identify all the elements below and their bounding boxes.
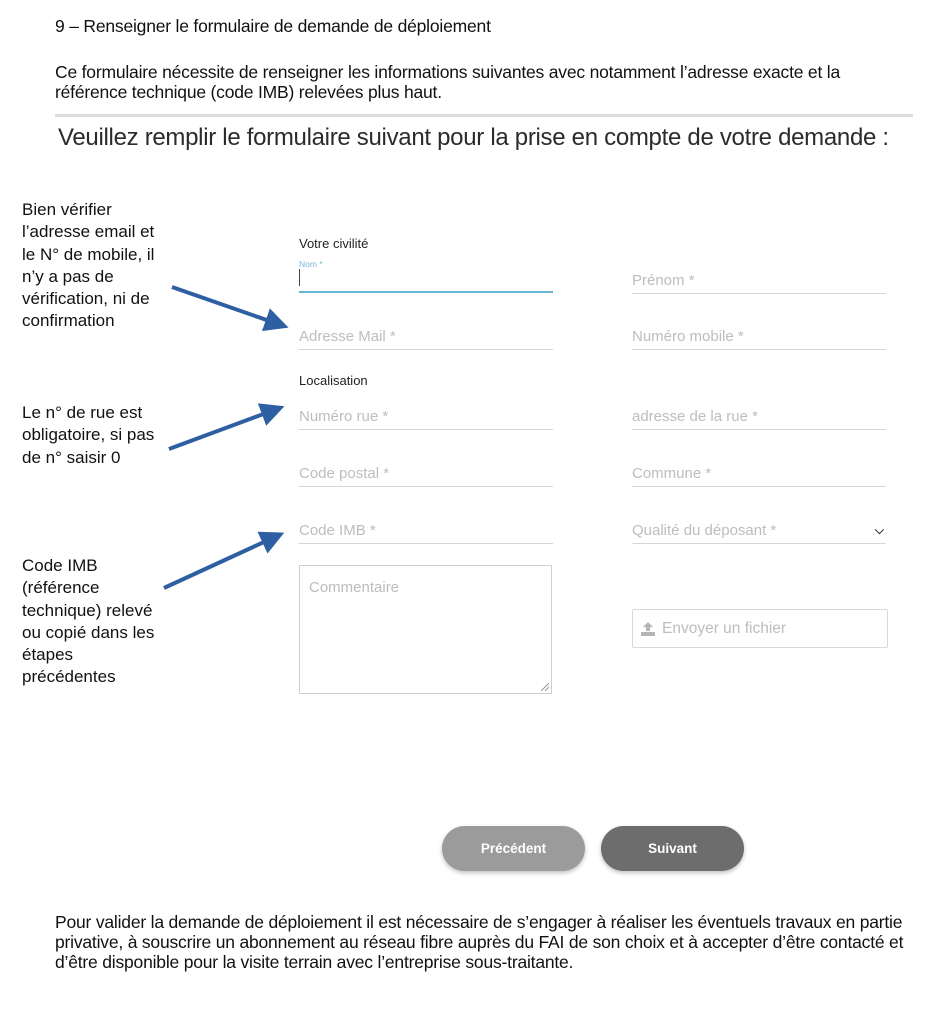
street-number-annotation: Le n° de rue est obligatoire, si pas de n° saisir 0 bbox=[22, 403, 155, 467]
email-placeholder: Adresse Mail * bbox=[299, 328, 396, 345]
comment-textarea[interactable] bbox=[299, 565, 552, 694]
depositor-quality-placeholder: Qualité du déposant * bbox=[632, 522, 777, 539]
imb-annotation: Code IMB (référence technique) relevé ou copié dans les étapes précédentes bbox=[22, 556, 155, 687]
imb-code-placeholder: Code IMB * bbox=[299, 522, 376, 539]
mobile-placeholder: Numéro mobile * bbox=[632, 328, 744, 345]
arrow-to-street-number-icon bbox=[169, 409, 277, 449]
arrow-to-imb-icon bbox=[164, 536, 277, 588]
depositor-quality-select[interactable] bbox=[632, 510, 886, 544]
nom-label: Nom * bbox=[299, 259, 323, 269]
city-placeholder: Commune * bbox=[632, 465, 712, 482]
nom-input[interactable] bbox=[299, 259, 553, 293]
street-address-placeholder: adresse de la rue * bbox=[632, 408, 758, 425]
section-localisation-label: Localisation bbox=[299, 373, 368, 388]
step-title: 9 – Renseigner le formulaire de demande de déploiement bbox=[55, 16, 491, 36]
upload-icon bbox=[640, 621, 656, 637]
postal-code-placeholder: Code postal * bbox=[299, 465, 390, 482]
divider bbox=[55, 114, 913, 117]
email-input[interactable] bbox=[299, 316, 553, 350]
arrow-to-email-icon bbox=[172, 287, 281, 325]
city-input[interactable] bbox=[632, 453, 886, 487]
text-caret bbox=[299, 269, 300, 286]
intro-paragraph: Ce formulaire nécessite de renseigner les informations suivantes avec notamment l’adresse exacte et la référence technique (code IMB) relevées plus haut. bbox=[55, 62, 841, 102]
section-civilite-label: Votre civilité bbox=[299, 236, 369, 251]
prenom-placeholder: Prénom * bbox=[632, 272, 695, 289]
postal-code-input[interactable] bbox=[299, 453, 553, 487]
prenom-input[interactable] bbox=[632, 260, 886, 294]
chevron-down-icon: ⌵ bbox=[874, 523, 884, 537]
street-address-input[interactable] bbox=[632, 396, 886, 430]
upload-file-button[interactable] bbox=[632, 609, 888, 648]
upload-label: Envoyer un fichier bbox=[662, 619, 787, 637]
street-number-input[interactable] bbox=[299, 396, 553, 430]
next-button[interactable]: Suivant bbox=[601, 826, 744, 871]
previous-button[interactable]: Précédent bbox=[442, 826, 585, 871]
mobile-input[interactable] bbox=[632, 316, 886, 350]
form-heading: Veuillez remplir le formulaire suivant pour la prise en compte de votre demande : bbox=[58, 124, 889, 151]
imb-code-input[interactable] bbox=[299, 510, 553, 544]
resize-handle-icon[interactable] bbox=[541, 683, 549, 691]
outro-paragraph: Pour valider la demande de déploiement il est nécessaire de s’engager à réaliser les éventuels travaux en partie privative, à souscrire un abonnement au réseau fibre auprès du FAI de son choix et à accepter d’être contacté et d’être disponible pour la visite terrain avec l’entreprise sous-traitante. bbox=[55, 912, 904, 972]
comment-placeholder: Commentaire bbox=[309, 579, 400, 596]
email-annotation: Bien vérifier l’adresse email et le N° de mobile, il n’y a pas de vérification, ni de confirmation bbox=[22, 200, 155, 331]
street-number-placeholder: Numéro rue * bbox=[299, 408, 389, 425]
